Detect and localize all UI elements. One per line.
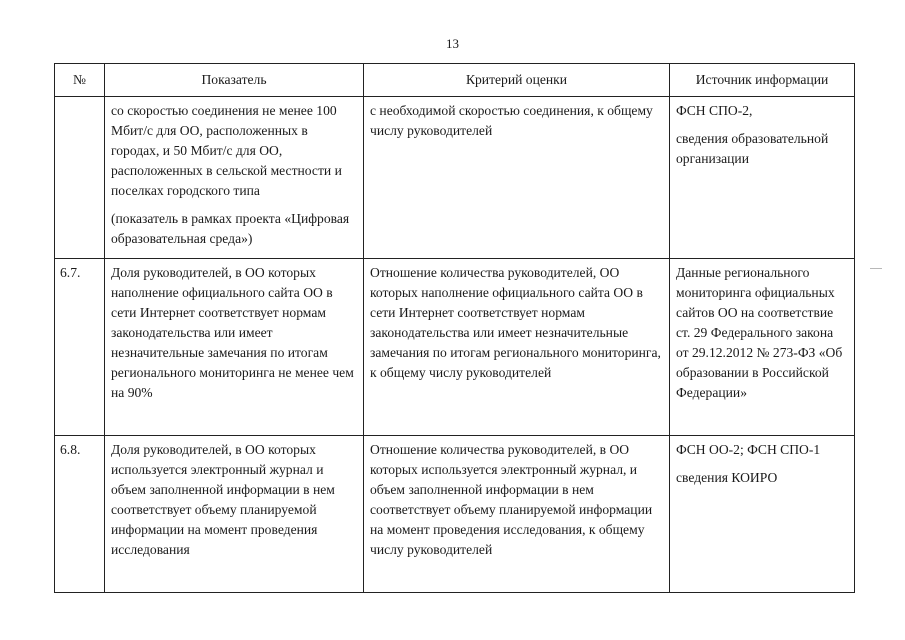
indicator-cell — [105, 436, 364, 593]
indicator-text: Доля руководителей, в ОО которых наполнение официального сайта ОО в сети Интернет соответствует нормам законодательства или имеет незначительные замечания по итогам регионального мониторинга не менее чем на 90% — [111, 265, 354, 400]
indicator-cell — [105, 97, 364, 259]
header-indicator: Показатель — [105, 64, 364, 97]
table-header-row — [55, 64, 855, 97]
criterion-cell: с необходимой скоростью соединения, к общему числу руководителей — [364, 97, 670, 259]
source-line: ФСН ОО-2; ФСН СПО-1 — [676, 442, 821, 457]
indicator-text: Доля руководителей, в ОО которых используется электронный журнал и объем заполненной информации в нем соответствует объему планируемой информации на момент проведения исследования — [111, 442, 335, 557]
criterion-cell: Отношение количества руководителей, ОО которых наполнение официального сайта ОО в сети Интернет соответствует нормам законодательства или имеет незначительные замечания по итогам регионального мониторинга, к общему числу руководителей — [364, 259, 670, 436]
row-number — [55, 97, 105, 259]
source-cell — [670, 259, 855, 436]
indicator-text: со скоростью соединения не менее 100 Мбит/с для ОО, расположенных в городах, и 50 Мбит/с для ОО, расположенных в сельской местности и поселках городского типа — [111, 103, 342, 198]
page-number: 13 — [446, 36, 459, 51]
criterion-cell: Отношение количества руководителей, в ОО которых используется электронный журнал, и объем заполненной информации в нем соответствует объему планируемой информации на момент проведения исследования, к общему числу руководителей — [364, 436, 670, 593]
header-number: № — [55, 64, 105, 97]
header-source: Источник информации — [670, 64, 855, 97]
header-criterion: Критерий оценки — [364, 64, 670, 97]
source-line: сведения КОИРО — [676, 470, 778, 485]
row-number: 6.7. — [55, 259, 105, 436]
source-line: ФСН СПО-2, — [676, 103, 753, 118]
table-row — [55, 97, 855, 259]
source-cell — [670, 97, 855, 259]
table-row — [55, 259, 855, 436]
table-row — [55, 436, 855, 593]
indicators-table — [54, 63, 855, 593]
indicator-note: (показатель в рамках проекта «Цифровая образовательная среда») — [111, 211, 350, 246]
source-cell — [670, 436, 855, 593]
scan-margin-mark — [870, 268, 882, 269]
row-number: 6.8. — [55, 436, 105, 593]
source-line: Данные регионального мониторинга официальных сайтов ОО на соответствие ст. 29 Федерального закона от 29.12.2012 № 273-ФЗ «Об образовании в Российской Федерации» — [676, 265, 843, 400]
source-line: сведения образовательной организации — [676, 131, 829, 166]
indicator-cell — [105, 259, 364, 436]
